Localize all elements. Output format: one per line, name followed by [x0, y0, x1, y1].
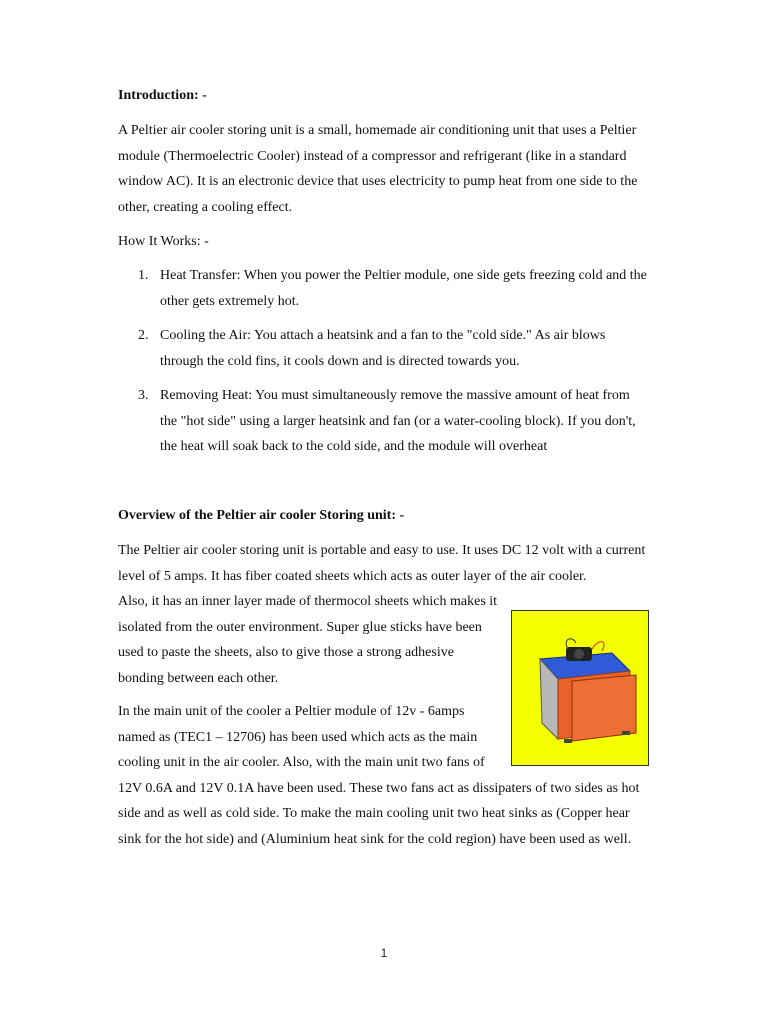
page-number: 1 [380, 946, 388, 960]
list-item [118, 323, 648, 374]
cooler-foot [622, 731, 630, 735]
fan-hub-icon [574, 649, 584, 659]
overview-paragraph-1-full: The Peltier air cooler storing unit is portable and easy to use. It uses DC 12 volt with a current level of 5 amps. It has fiber coated sheets which acts as outer layer of the air cooler. [118, 543, 646, 584]
list-item-number: 3. [138, 388, 149, 403]
overview-heading: Overview of the Peltier air cooler Storing unit: - [118, 508, 405, 523]
document-page [118, 0, 648, 1024]
list-item-text: Removing Heat: You must simultaneously remove the massive amount of heat from the "hot side" using a larger heatsink and fan (or a water-cooling block). If you don't, the heat will soak back to the cold side, and the module will overheat [160, 388, 636, 454]
overview-paragraph-1-wrapped: Also, it has an inner layer made of thermocol sheets which makes it isolated from the outer environment. Super glue sticks have been used to paste the sheets, also to give those a strong adhesive bonding between each other. [118, 594, 498, 686]
cooler-foot [564, 739, 572, 743]
list-item-number: 1. [138, 268, 149, 283]
overview-paragraph-2-wrapped: In the main unit of the cooler a Peltier module of 12v - 6amps named as (TEC1 – 12706) has been used which acts as the main cooling unit in the air cooler. Also, with the main unit two fans of [118, 704, 485, 770]
list-item-number: 2. [138, 328, 149, 343]
how-it-works-list [118, 263, 648, 469]
intro-paragraph: A Peltier air cooler storing unit is a small, homemade air conditioning unit that uses a Peltier module (Thermoelectric Cooler) instead of a compressor and refrigerant (like in a standard window AC). It is an electronic device that uses electricity to pump heat from one side to the other, creating a cooling effect. [118, 123, 638, 215]
cooler-box-illustration [512, 611, 648, 765]
intro-heading: Introduction: - [118, 88, 207, 103]
wire-icon [592, 642, 604, 651]
list-item-text: Heat Transfer: When you power the Peltier module, one side gets freezing cold and the other gets extremely hot. [160, 268, 647, 309]
how-it-works-label: How It Works: - [118, 234, 209, 249]
overview-paragraph-2-full: 12V 0.6A and 12V 0.1A have been used. These two fans act as dissipaters of two sides as hot side and as well as cold side. To make the main cooling unit two heat sinks as (Copper hear sink for the hot side) and (Aluminium heat sink for the cold region) have been used as well. [118, 780, 640, 847]
list-item [118, 383, 648, 460]
peltier-cooler-photo [511, 610, 649, 766]
list-item-text: Cooling the Air: You attach a heatsink and a fan to the "cold side." As air blows through the cold fins, it cools down and is directed towards you. [160, 328, 606, 369]
list-item [118, 263, 648, 314]
